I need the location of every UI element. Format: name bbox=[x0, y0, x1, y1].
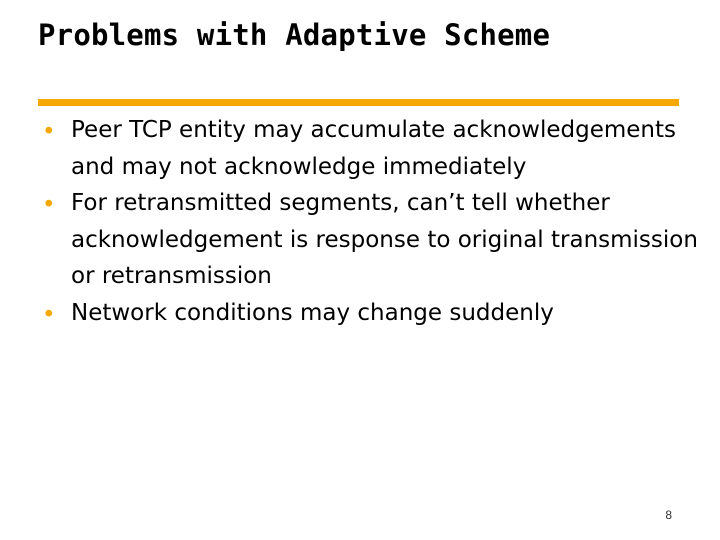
bullet-item bbox=[40, 185, 700, 295]
bullet-dot-icon: • bbox=[42, 119, 56, 145]
bullet-text: Peer TCP entity may accumulate acknowledgements and may not acknowledge immediately bbox=[71, 117, 677, 180]
slide-title: Problems with Adaptive Scheme bbox=[38, 18, 551, 52]
bullet-text: Network conditions may change suddenly bbox=[71, 299, 554, 326]
bullet-list bbox=[40, 112, 700, 331]
bullet-item bbox=[40, 112, 700, 185]
bullet-dot-icon: • bbox=[42, 301, 56, 328]
bullet-text: For retransmitted segments, can’t tell whether acknowledgement is response to original transmission or retransmission bbox=[71, 190, 698, 289]
bullet-dot-icon: • bbox=[42, 192, 56, 218]
bullet-item bbox=[40, 295, 700, 332]
page-number: 8 bbox=[665, 508, 672, 522]
title-underline-bar bbox=[38, 99, 679, 106]
